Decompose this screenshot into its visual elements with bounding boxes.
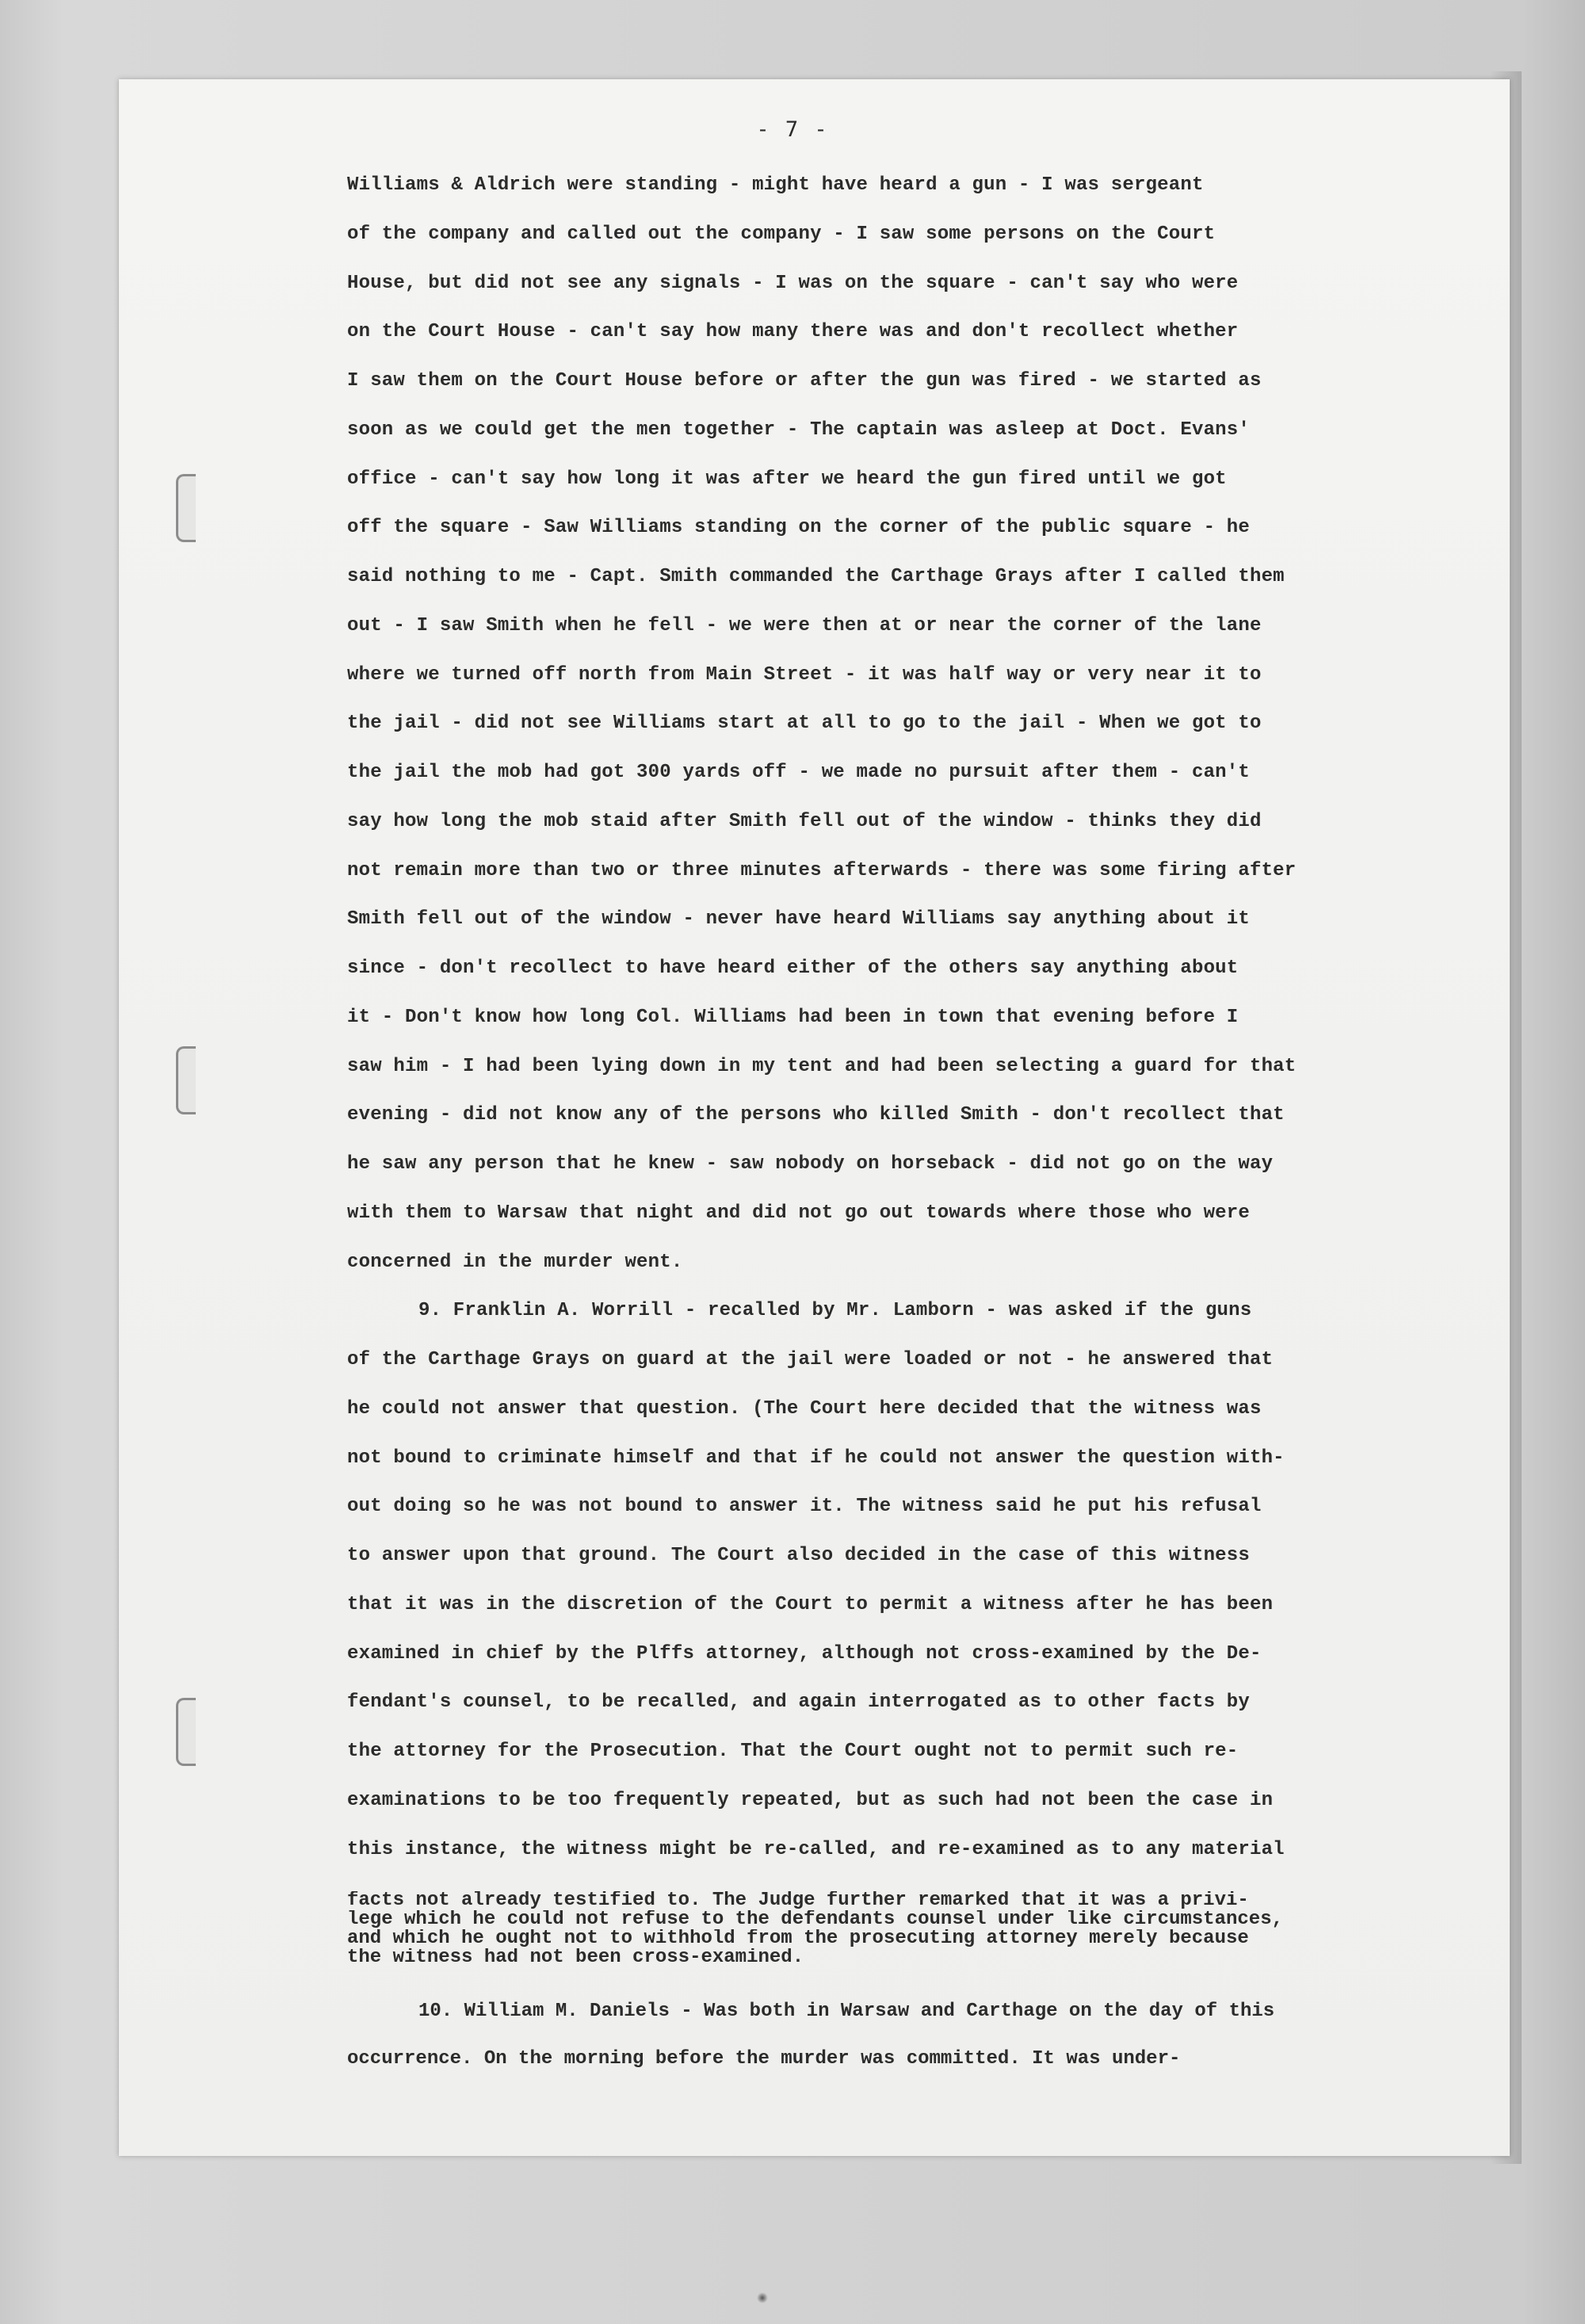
text-line: where we turned off north from Main Street - it was half way or very near it to	[347, 663, 1262, 686]
text-line: and which he ought not to withhold from the prosecuting attorney merely because	[347, 1929, 1249, 1948]
text-line: evening - did not know any of the persons who killed Smith - don't recollect that	[347, 1104, 1285, 1126]
text-line: I saw them on the Court House before or after the gun was fired - we started as	[347, 370, 1262, 392]
text-line: he saw any person that he knew - saw nobody on horseback - did not go on the way	[347, 1153, 1274, 1175]
text-line: examinations to be too frequently repeated, but as such had not been the case in	[347, 1789, 1274, 1811]
text-line: lege which he could not refuse to the defendants counsel under like circumstances,	[347, 1910, 1283, 1929]
text-line: the witness had not been cross-examined.	[347, 1948, 804, 1967]
text-line: Williams & Aldrich were standing - might have heard a gun - I was sergeant	[347, 174, 1204, 196]
text-line: the jail the mob had got 300 yards off - we made no pursuit after them - can't	[347, 762, 1250, 783]
text-line: facts not already testified to. The Judge further remarked that it was a privi-	[347, 1891, 1249, 1910]
closing-text	[347, 1988, 1441, 2083]
text-line: out doing so he was not bound to answer it. The witness said he put his refusal	[347, 1496, 1262, 1518]
text-line: said nothing to me - Capt. Smith commanded the Carthage Grays after I called them	[347, 566, 1285, 587]
text-line: on the Court House - can't say how many there was and don't recollect whether	[347, 321, 1239, 343]
text-line: the attorney for the Prosecution. That the Court ought not to permit such re-	[347, 1741, 1239, 1762]
binder-hole-bottom	[176, 1698, 196, 1766]
text-line: soon as we could get the men together - The captain was asleep at Doct. Evans'	[347, 419, 1250, 441]
text-line: saw him - I had been lying down in my tent and had been selecting a guard for that	[347, 1055, 1297, 1077]
text-line: not bound to criminate himself and that if he could not answer the question with-	[347, 1447, 1285, 1469]
text-line: since - don't recollect to have heard either of the others say anything about	[347, 958, 1239, 979]
text-line: examined in chief by the Plffs attorney, although not cross-examined by the De-	[347, 1642, 1262, 1665]
text-line: of the company and called out the company - I saw some persons on the Court	[347, 223, 1216, 245]
paragraph-start-line: 10. William M. Daniels - Was both in Warsaw and Carthage on the day of this	[418, 2001, 1275, 2022]
text-line: off the square - Saw Williams standing on the corner of the public square - he	[347, 517, 1250, 539]
text-line: office - can't say how long it was after we heard the gun fired until we got	[347, 468, 1227, 490]
ink-smudge	[757, 2292, 768, 2303]
paragraph-start-line: 9. Franklin A. Worrill - recalled by Mr. Lamborn - was asked if the guns	[418, 1300, 1252, 1322]
body-text	[347, 161, 1441, 1874]
text-line: of the Carthage Grays on guard at the jail were loaded or not - he answered that	[347, 1349, 1274, 1370]
text-line: concerned in the murder went.	[347, 1251, 683, 1273]
single-spaced-text	[347, 1891, 1441, 1967]
text-line: occurrence. On the morning before the murder was committed. It was under-	[347, 2048, 1181, 2070]
text-line: that it was in the discretion of the Court to permit a witness after he has been	[347, 1593, 1274, 1615]
text-line: it - Don't know how long Col. Williams had been in town that evening before I	[347, 1006, 1239, 1028]
text-line: to answer upon that ground. The Court also decided in the case of this witness	[347, 1545, 1250, 1566]
binder-hole-middle	[176, 1046, 196, 1114]
binder-hole-top	[176, 474, 196, 542]
text-line: fendant's counsel, to be recalled, and again interrogated as to other facts by	[347, 1691, 1250, 1714]
text-line: this instance, the witness might be re-called, and re-examined as to any material	[347, 1838, 1285, 1860]
text-line: the jail - did not see Williams start at all to go to the jail - When we got to	[347, 713, 1262, 735]
text-line: House, but did not see any signals - I was on the square - can't say who were	[347, 272, 1239, 294]
page-number: - 7 -	[756, 117, 829, 142]
text-line: out - I saw Smith when he fell - we were then at or near the corner of the lane	[347, 614, 1262, 636]
text-line: with them to Warsaw that night and did not go out towards where those who were	[347, 1202, 1250, 1224]
text-line: not remain more than two or three minutes afterwards - there was some firing after	[347, 859, 1297, 881]
text-line: he could not answer that question. (The Court here decided that the witness was	[347, 1397, 1262, 1420]
text-line: Smith fell out of the window - never have heard Williams say anything about it	[347, 908, 1250, 931]
text-line: say how long the mob staid after Smith fell out of the window - thinks they did	[347, 810, 1262, 832]
